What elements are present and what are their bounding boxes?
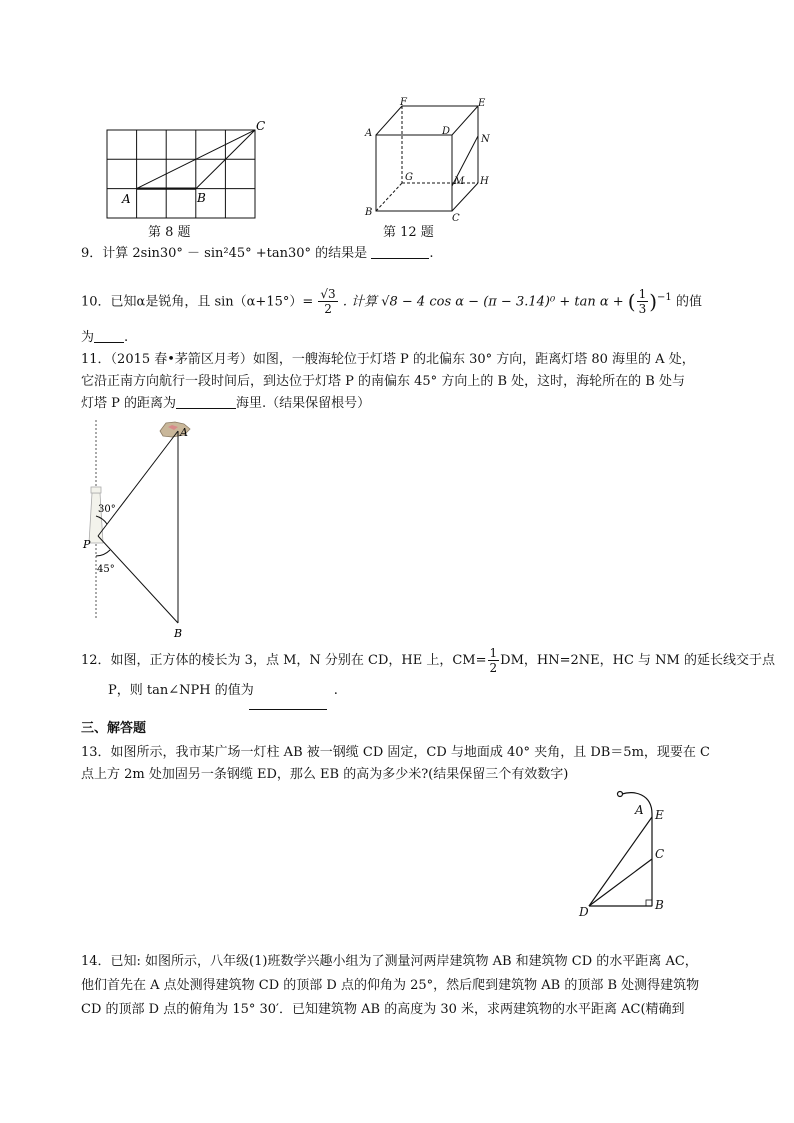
label-c: C [452, 213, 460, 224]
question-10-pre: 10．已知α是锐角，且 sin（α+15°）= [81, 294, 314, 310]
angle-30: 30° [98, 504, 116, 515]
question-9-text: 9．计算 2sin30° － sin²45° +tan30° 的结果是 [81, 246, 368, 261]
label-b: B [174, 627, 183, 640]
answer-blank [176, 394, 236, 409]
question-14-line3: CD 的顶部 D 点的俯角为 15° 30′．已知建筑物 AB 的高度为 30 米，求两建筑物的水平距离 AC(精确到 [81, 1002, 685, 1017]
frac-den: 2 [489, 661, 498, 675]
label-c: C [256, 119, 266, 133]
label-g: G [405, 172, 413, 183]
figure-8-caption: 第 8 题 [148, 225, 191, 240]
question-12-pre: 12．如图，正方体的棱长为 3，点 M，N 分别在 CD，HE 上，CM= [81, 653, 487, 668]
frac-num: √3 [320, 287, 336, 302]
label-h: H [480, 176, 489, 187]
question-11-line3b: 海里.（结果保留根号） [236, 396, 371, 411]
question-13-line1: 13．如图所示，我市某广场一灯柱 AB 被一钢缆 CD 固定，CD 与地面成 40° 夹角，且 DB＝5m，现要在 C [81, 745, 710, 760]
label-a: A [122, 192, 131, 206]
label-a: A [180, 426, 188, 439]
question-9-end: . [429, 246, 434, 261]
question-12-line2 [108, 677, 748, 704]
figure-12-caption: 第 12 题 [383, 225, 434, 240]
question-12-line2-text: P，则 tan∠NPH 的值为 [108, 683, 254, 698]
question-13-line2: 点上方 2m 处加固另一条钢缆 ED，那么 EB 的高为多少米?(结果保留三个有效数字) [81, 767, 569, 782]
label-n: N [481, 134, 490, 145]
question-11-line3a: 灯塔 P 的距离为 [81, 396, 177, 411]
question-11-line3 [81, 390, 721, 417]
label-a: A [365, 128, 373, 139]
label-e: E [478, 98, 486, 109]
label-b: B [365, 207, 373, 218]
frac-den-2: 3 [638, 302, 647, 317]
figure-11-lighthouse [80, 415, 210, 640]
question-10-end: . [124, 330, 129, 345]
label-b: B [655, 898, 664, 912]
answer-blank [371, 244, 429, 259]
question-10-line2-text: 为 [81, 330, 95, 345]
frac-num-2: 1 [638, 287, 647, 302]
answer-blank [94, 328, 124, 343]
frac-num: 1 [489, 646, 498, 660]
question-12-end: . [333, 683, 338, 698]
label-p: P [83, 538, 91, 551]
exponent: −1 [657, 292, 672, 303]
label-m: M [454, 176, 465, 187]
frac-den: 2 [324, 302, 332, 317]
question-10-mid: . 计算 √8 − 4 cos α − (π − 3.14)⁰ + tan α + [342, 294, 624, 310]
question-10-post: 的值 [675, 294, 702, 310]
section-title: 三、解答题 [81, 721, 147, 736]
question-12-line1 [81, 646, 775, 675]
figure-8-grid [100, 116, 270, 228]
answer-blank [249, 709, 327, 710]
figure-12-cube [360, 96, 500, 224]
question-11-line1: 11．（2015 春•茅箭区月考）如图，一艘海轮位于灯塔 P 的北偏东 30° 方向，距离灯塔 80 海里的 A 处， [81, 352, 695, 367]
label-a: A [635, 803, 644, 817]
question-14-line1: 14．已知: 如图所示，八年级(1)班数学兴趣小组为了测量河两岸建筑物 AB 和建筑物 CD 的水平距离 AC， [81, 954, 698, 969]
label-d: D [579, 905, 589, 918]
question-11-line2: 它沿正南方向航行一段时间后，到达位于灯塔 P 的南偏东 45° 方向上的 B 处，这时，海轮所在的 B 处与 [81, 374, 685, 389]
figure-13-lamp-post [574, 788, 674, 918]
angle-45: 45° [97, 564, 115, 575]
label-c: C [655, 847, 665, 861]
label-d: D [442, 126, 451, 137]
question-9 [81, 240, 721, 267]
question-14-line2: 他们首先在 A 点处测得建筑物 CD 的顶部 D 点的仰角为 25°，然后爬到建筑物 AB 的顶部 B 处测得建筑物 [81, 978, 700, 993]
label-e: E [655, 808, 664, 822]
label-f: F [400, 97, 407, 108]
lighthouse-icon [89, 487, 103, 543]
label-b: B [197, 191, 206, 205]
question-12-post: DM，HN=2NE，HC 与 NM 的延长线交于点 [500, 653, 775, 668]
question-10: 10．已知α是锐角，且 sin（α+15°）= $\frac{√3}{2}$ . 计算 √8 − 4 cos α − (π − 3.14)⁰ + tan α + ( $\frac{1}{3}$ )$^{-1}$ 的值 [81, 287, 702, 317]
